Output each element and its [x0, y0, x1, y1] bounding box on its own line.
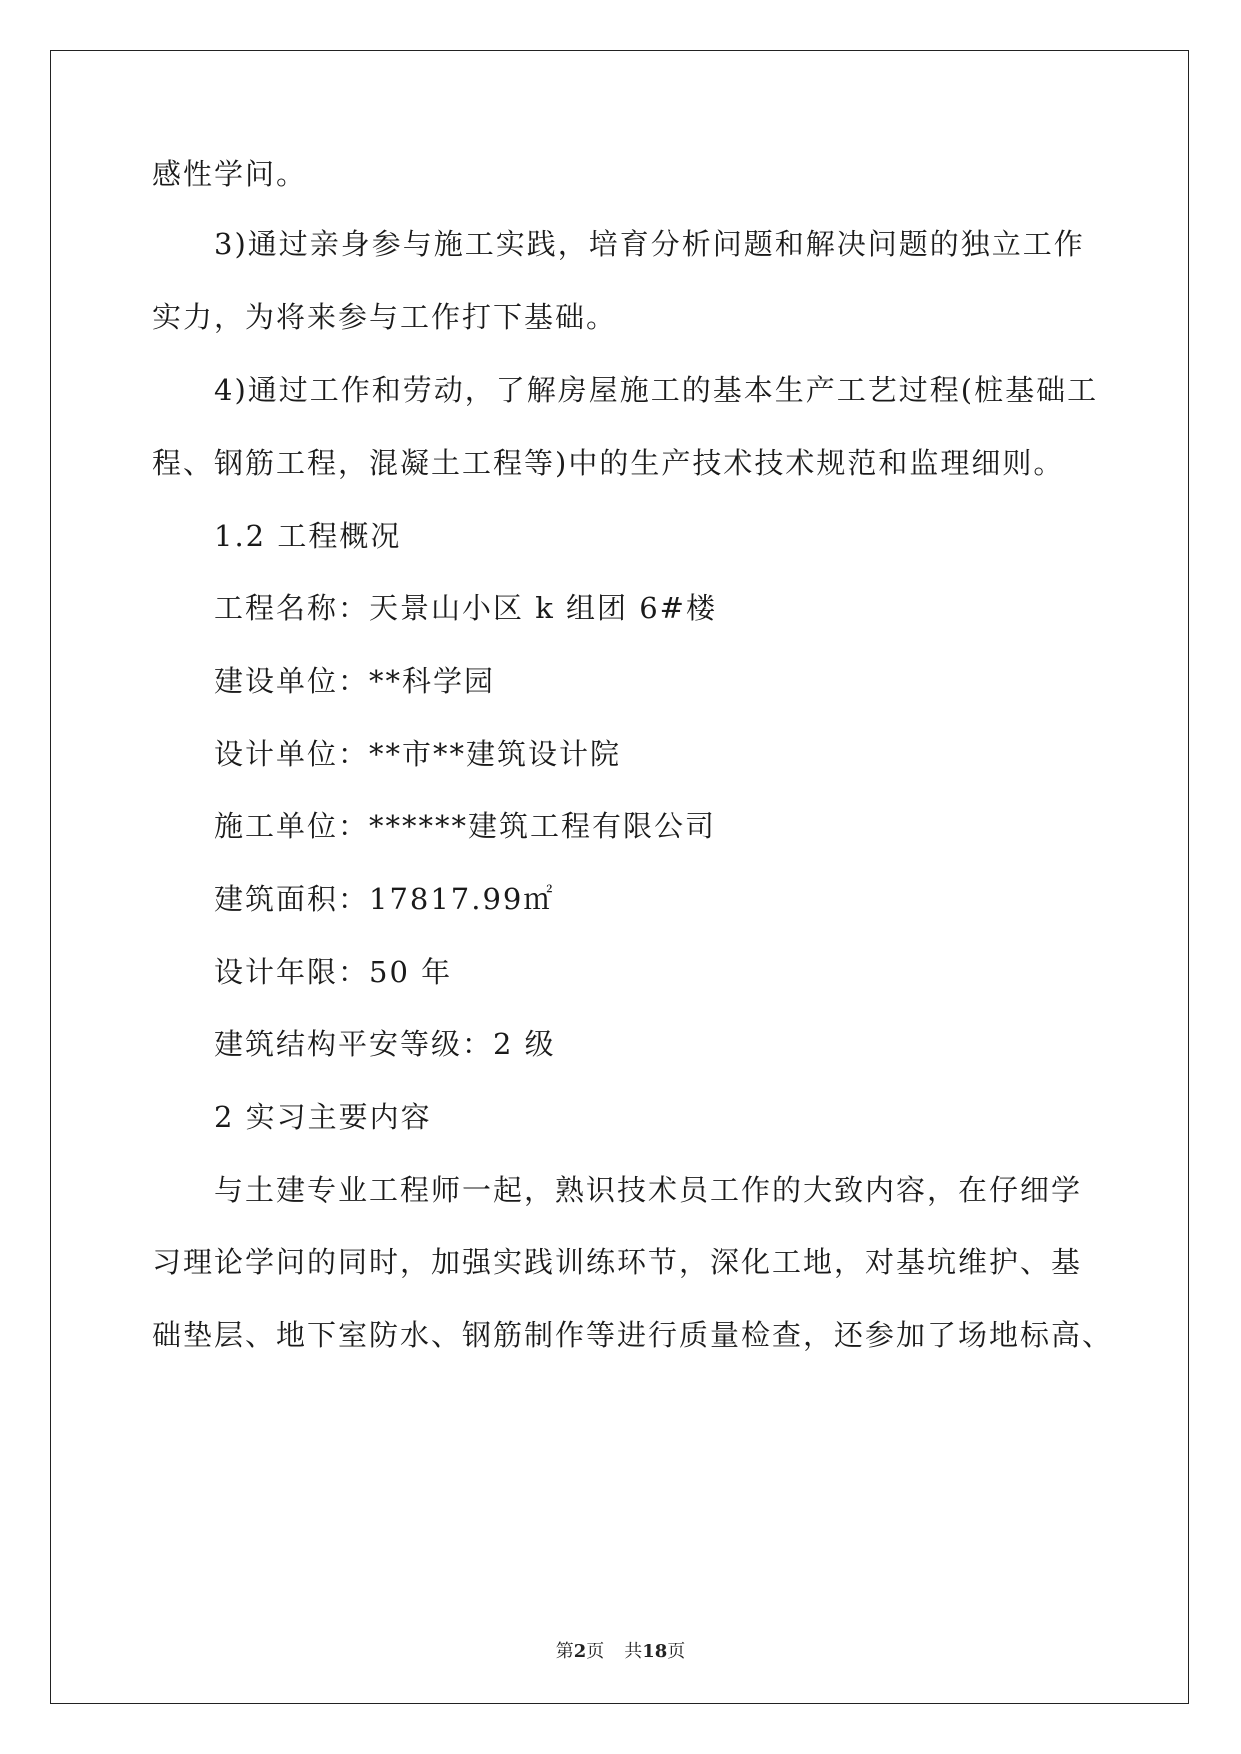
paragraph-line: 3)通过亲身参与施工实践，培育分析问题和解决问题的独立工作	[214, 227, 1085, 261]
design-life: 设计年限：50 年	[214, 955, 453, 989]
paragraph-line: 4)通过工作和劳动，了解房屋施工的基本生产工艺过程(桩基础工	[214, 373, 1099, 407]
page-footer	[0, 1637, 1241, 1663]
design-unit: 设计单位：**市**建筑设计院	[214, 737, 622, 771]
paragraph-line: 础垫层、地下室防水、钢筋制作等进行质量检查，还参加了场地标高、	[152, 1318, 1114, 1352]
footer-total-suffix: 页	[667, 1641, 686, 1662]
current-page-number: 2	[573, 1641, 587, 1662]
paragraph-line: 实力，为将来参与工作打下基础。	[152, 300, 618, 334]
paragraph-line: 与土建专业工程师一起，熟识技术员工作的大致内容，在仔细学	[214, 1173, 1083, 1207]
chapter-heading: 2 实习主要内容	[214, 1100, 432, 1134]
builder-unit: 建设单位：**科学园	[214, 664, 496, 698]
construction-unit: 施工单位：******建筑工程有限公司	[214, 809, 717, 843]
total-pages-number: 18	[642, 1641, 668, 1662]
project-name: 工程名称：天景山小区 k 组团 6#楼	[214, 591, 717, 625]
paragraph-line: 感性学问。	[152, 157, 308, 191]
footer-page-suffix: 页	[586, 1641, 605, 1662]
section-heading: 1.2 工程概况	[214, 519, 402, 553]
safety-grade: 建筑结构平安等级：2 级	[214, 1027, 556, 1061]
footer-total-prefix: 共	[624, 1641, 643, 1662]
footer-prefix: 第	[555, 1641, 574, 1662]
paragraph-line: 程、钢筋工程，混凝土工程等)中的生产技术技术规范和监理细则。	[152, 446, 1065, 480]
paragraph-line: 习理论学问的同时，加强实践训练环节，深化工地，对基坑维护、基	[152, 1245, 1083, 1279]
page-border	[50, 50, 1189, 1704]
building-area: 建筑面积：17817.99㎡	[214, 882, 555, 916]
